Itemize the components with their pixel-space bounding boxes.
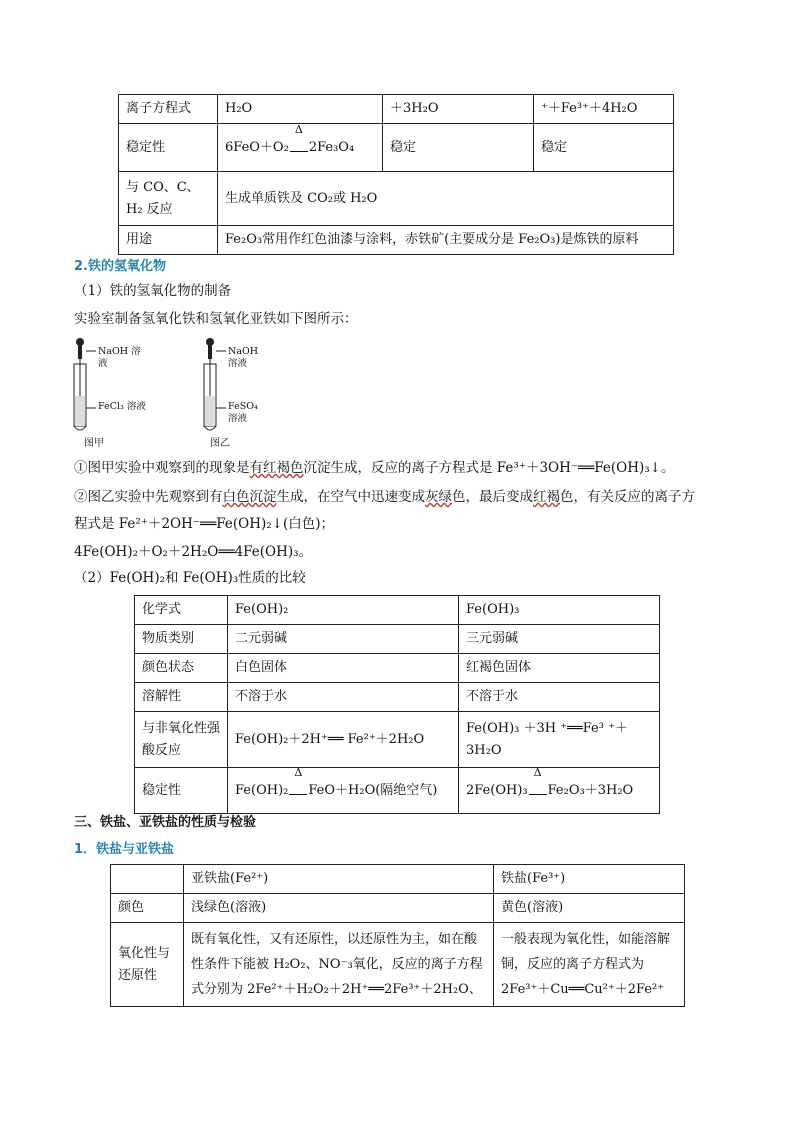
section-heading: 2.铁的氢氧化物 [74,259,166,274]
cell: ⁺＋Fe³⁺＋4H₂O [534,95,674,124]
cell: Fe(OH)₂ [228,596,459,625]
cell: 黄色(溶液) [494,894,685,923]
heat-arrow [288,765,308,802]
eq-right: 2Fe₃O₄ [308,139,355,155]
cell: 稳定 [383,124,534,172]
cell: Fe(OH)₃ [459,596,660,625]
cell: 三元弱碱 [459,625,660,654]
cell: 稳定性 [135,768,228,814]
paragraph-2-line3: 4Fe(OH)₂＋O₂＋2H₂O══4Fe(OH)₃。 [74,544,313,560]
eq-right: Fe₂O₃＋3H₂O [547,782,634,798]
text: 3H₂O [466,742,502,758]
cell: 化学式 [135,596,228,625]
eq-right: FeO＋H₂O(隔绝空气) [308,782,438,798]
text: 沉淀生成，反应的离子方程式是 Fe³⁺＋3OH⁻══Fe(OH)₃↓。 [303,460,675,476]
subheading: （2）Fe(OH)₂和 Fe(OH)₃性质的比较 [74,570,306,586]
cell: 稳定性 [119,124,218,172]
delta-symbol: Δ [294,122,303,136]
cell: 浅绿色(溶液) [184,894,494,923]
reagent-label: NaOH 溶液 [98,346,141,369]
answer-underline: 灰绿 [425,489,452,505]
cell: 既有氧化性，又有还原性，以还原性为主，如在酸性条件下能被 H₂O₂、NO⁻₃氧化，反应的离子方程式分别为 2Fe²⁺＋H₂O₂＋2H⁺══2Fe³⁺＋2H₂O、 [184,923,494,1007]
text: 色，有关反应的离子方 [560,489,695,505]
section-heading: 三、铁盐、亚铁盐的性质与检验 [74,815,257,830]
cell: 与 CO、C、H₂ 反应 [119,172,218,226]
answer-underline: 红褐 [533,489,560,505]
paragraph-1 [74,457,734,479]
hydroxide-table [134,595,660,814]
cell: Fe₂O₃常用作红色油漆与涂料，赤铁矿(主要成分是 Fe₂O₃)是炼铁的原料 [218,226,674,255]
delta-symbol: Δ [533,765,542,779]
text: ②图乙实验中先观察到有 [74,489,223,505]
salt-table [110,864,685,1007]
cell: 不溶于水 [228,683,459,712]
cell: 氧化性与还原性 [111,923,184,1007]
cell [459,765,660,814]
cell: 用途 [119,226,218,255]
cell: 白色固体 [228,654,459,683]
paragraph: 实验室制备氢氧化铁和氢氧化亚铁如下图所示： [74,311,358,327]
cell [459,712,660,768]
paragraph-2-line2: 程式是 Fe²⁺＋2OH⁻══Fe(OH)₂↓(白色)； [74,516,335,532]
cell: 颜色状态 [135,654,228,683]
oxide-table [118,94,674,255]
cell: ＋3H₂O [383,95,534,124]
cell: 溶解性 [135,683,228,712]
text: 生成，在空气中迅速变成 [276,489,425,505]
subheading: 1．铁盐与亚铁盐 [74,842,175,857]
heat-arrow [289,122,309,159]
delta-symbol: Δ [294,765,303,779]
cell [111,865,184,894]
text: Fe(OH)₃ ＋3H ⁺══Fe³ ⁺＋ [466,720,628,736]
heat-arrow [528,765,548,802]
cell [228,765,459,814]
cell: 红褐色固体 [459,654,660,683]
cell: 生成单质铁及 CO₂或 H₂O [218,172,674,226]
figure-caption: 图甲 [84,438,104,449]
answer-underline: 有红褐色 [249,460,304,476]
cell [218,124,383,172]
text: 色，最后变成 [452,489,533,505]
cell: Fe(OH)₂＋2H⁺══ Fe²⁺＋2H₂O [228,712,459,768]
cell: 稳定 [534,124,674,172]
cell: 离子方程式 [119,95,218,124]
cell: 不溶于水 [459,683,660,712]
cell: 亚铁盐(Fe²⁺) [184,865,494,894]
subheading: （1）铁的氢氧化物的制备 [74,283,232,299]
cell: 颜色 [111,894,184,923]
cell: H₂O [218,95,383,124]
answer-underline: 白色沉淀 [222,489,277,505]
reagent-label: NaOH 溶液 [228,346,259,369]
figure-apparatus [70,336,270,448]
paragraph-2 [74,486,734,508]
cell: 物质类别 [135,625,228,654]
reagent-label: FeCl₃ 溶液 [98,401,146,412]
cell: 一般表现为氧化性，如能溶解铜，反应的离子方程式为2Fe³⁺＋Cu══Cu²⁺＋2Fe²⁺ [494,923,685,1007]
cell: 铁盐(Fe³⁺) [494,865,685,894]
eq-left: 2Fe(OH)₃ [466,782,528,798]
eq-left: 6FeO＋O₂ [225,139,289,155]
figure-caption: 图乙 [210,438,230,449]
cell: 二元弱碱 [228,625,459,654]
text: ①图甲实验中观察到的现象是 [74,460,250,476]
eq-left: Fe(OH)₂ [235,782,289,798]
cell: 与非氧化性强酸反应 [135,712,228,768]
reagent-label: FeSO₄ 溶液 [228,401,258,424]
